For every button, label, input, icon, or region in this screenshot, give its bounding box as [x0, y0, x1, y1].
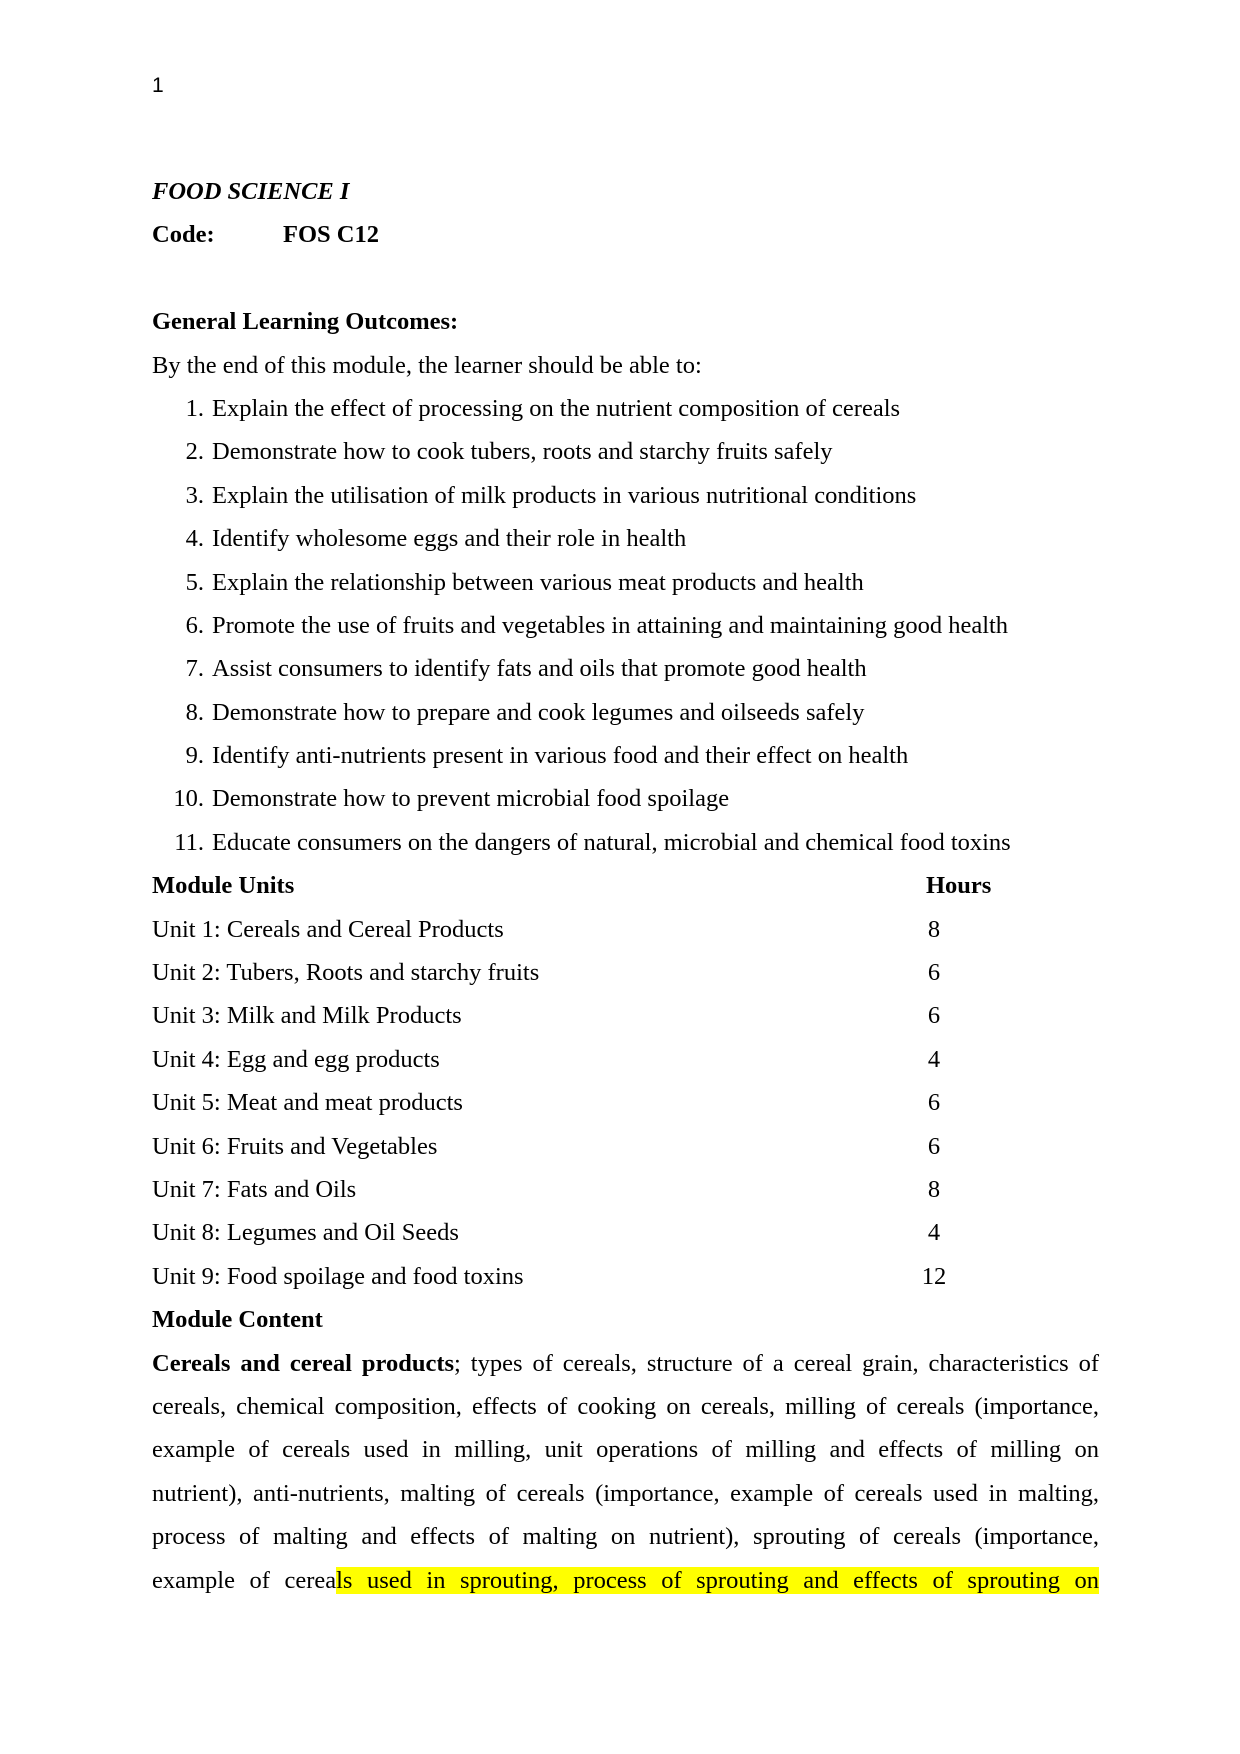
hours-heading: Hours — [926, 872, 992, 900]
document-body — [152, 170, 1099, 1602]
outcome-item — [152, 734, 1099, 777]
outcome-text: Demonstrate how to prevent microbial food spoilage — [212, 785, 730, 813]
module-title: FOOD SCIENCE I — [152, 178, 350, 205]
outcome-number: 6. — [185, 611, 204, 639]
outcomes-list — [152, 387, 1099, 864]
content-line-5: process of malting and effects of malting on nutrient), sprouting of cereals (importance, — [152, 1523, 1099, 1551]
outcome-text: Assist consumers to identify fats and oils that promote good health — [212, 655, 867, 683]
outcome-number: 7. — [185, 655, 204, 683]
unit-label: Unit 2: Tubers, Roots and starchy fruits — [152, 959, 540, 987]
content-paragraph — [152, 1342, 1099, 1602]
outcome-text: Explain the utilisation of milk products in various nutritional conditions — [212, 481, 917, 509]
outcome-text: Demonstrate how to cook tubers, roots and starchy fruits safely — [212, 438, 833, 466]
outcome-number: 10. — [173, 785, 204, 813]
outcomes-intro: By the end of this module, the learner should be able to: — [152, 351, 702, 379]
outcomes-heading: General Learning Outcomes: — [152, 308, 459, 336]
outcome-text: Demonstrate how to prepare and cook legumes and oilseeds safely — [212, 698, 865, 726]
unit-hours: 8 — [927, 1175, 941, 1203]
outcome-text: Explain the effect of processing on the nutrient composition of cereals — [212, 394, 901, 422]
module-code-line — [152, 213, 1099, 256]
code-value: FOS C12 — [283, 221, 379, 249]
units-header-row — [152, 864, 1099, 907]
unit-label: Unit 6: Fruits and Vegetables — [152, 1132, 438, 1160]
unit-row — [152, 994, 1099, 1037]
outcome-text: Explain the relationship between various meat products and health — [212, 568, 864, 596]
outcome-item — [152, 604, 1099, 647]
content-line-6: example of cereals used in sprouting, process of sprouting and effects of sprouting on — [152, 1566, 1099, 1594]
unit-hours: 6 — [927, 1002, 941, 1030]
outcome-text: Identify wholesome eggs and their role in health — [212, 525, 687, 553]
units-heading: Module Units — [152, 872, 295, 900]
outcome-number: 11. — [174, 828, 204, 856]
unit-hours: 12 — [921, 1262, 947, 1290]
unit-row — [152, 951, 1099, 994]
content-lead: Cereals and cereal products — [152, 1349, 455, 1377]
unit-hours: 6 — [927, 1089, 941, 1117]
unit-label: Unit 8: Legumes and Oil Seeds — [152, 1219, 459, 1247]
code-label: Code: — [152, 221, 215, 249]
unit-row — [152, 1038, 1099, 1081]
unit-hours: 4 — [927, 1045, 941, 1073]
content-line-1: Cereals and cereal products; types of cereals, structure of a cereal grain, characteristics of — [152, 1349, 1099, 1377]
outcome-item — [152, 821, 1099, 864]
page-number: 1 — [152, 74, 164, 97]
unit-row — [152, 1168, 1099, 1211]
unit-label: Unit 4: Egg and egg products — [152, 1045, 440, 1073]
units-list — [152, 908, 1099, 1299]
unit-row — [152, 1125, 1099, 1168]
outcome-number: 4. — [185, 525, 204, 553]
unit-row — [152, 1211, 1099, 1254]
unit-label: Unit 1: Cereals and Cereal Products — [152, 915, 504, 943]
unit-label: Unit 9: Food spoilage and food toxins — [152, 1262, 524, 1290]
outcome-text: Educate consumers on the dangers of natural, microbial and chemical food toxins — [212, 828, 1011, 856]
content-line-3: example of cereals used in milling, unit operations of milling and effects of milling on — [152, 1436, 1099, 1464]
unit-label: Unit 5: Meat and meat products — [152, 1089, 463, 1117]
content-line-4: nutrient), anti-nutrients, malting of cereals (importance, example of cereals used in malting, — [152, 1479, 1099, 1507]
unit-row — [152, 1255, 1099, 1298]
outcome-text: Promote the use of fruits and vegetables in attaining and maintaining good health — [212, 611, 1009, 639]
content-heading: Module Content — [152, 1306, 323, 1334]
outcome-number: 5. — [185, 568, 204, 596]
outcome-item — [152, 517, 1099, 560]
unit-hours: 8 — [927, 915, 941, 943]
outcome-item — [152, 387, 1099, 430]
unit-hours: 6 — [927, 1132, 941, 1160]
outcome-item — [152, 561, 1099, 604]
unit-hours: 4 — [927, 1219, 941, 1247]
unit-label: Unit 3: Milk and Milk Products — [152, 1002, 462, 1030]
outcome-item — [152, 474, 1099, 517]
outcome-text: Identify anti-nutrients present in various food and their effect on health — [212, 742, 909, 770]
unit-row — [152, 908, 1099, 951]
outcome-item — [152, 777, 1099, 820]
unit-hours: 6 — [927, 959, 941, 987]
outcome-number: 8. — [185, 698, 204, 726]
highlighted-text: ls used in sprouting, process of sprouting and effects of sprouting on — [336, 1566, 1099, 1594]
outcome-item — [152, 691, 1099, 734]
content-line-2: cereals, chemical composition, effects of cooking on cereals, milling of cereals (importance, — [152, 1392, 1099, 1420]
unit-row — [152, 1081, 1099, 1124]
outcome-number: 2. — [185, 438, 204, 466]
outcome-number: 9. — [185, 742, 204, 770]
outcome-item — [152, 430, 1099, 473]
outcome-number: 3. — [185, 481, 204, 509]
outcome-number: 1. — [185, 394, 204, 422]
unit-label: Unit 7: Fats and Oils — [152, 1175, 357, 1203]
outcome-item — [152, 647, 1099, 690]
